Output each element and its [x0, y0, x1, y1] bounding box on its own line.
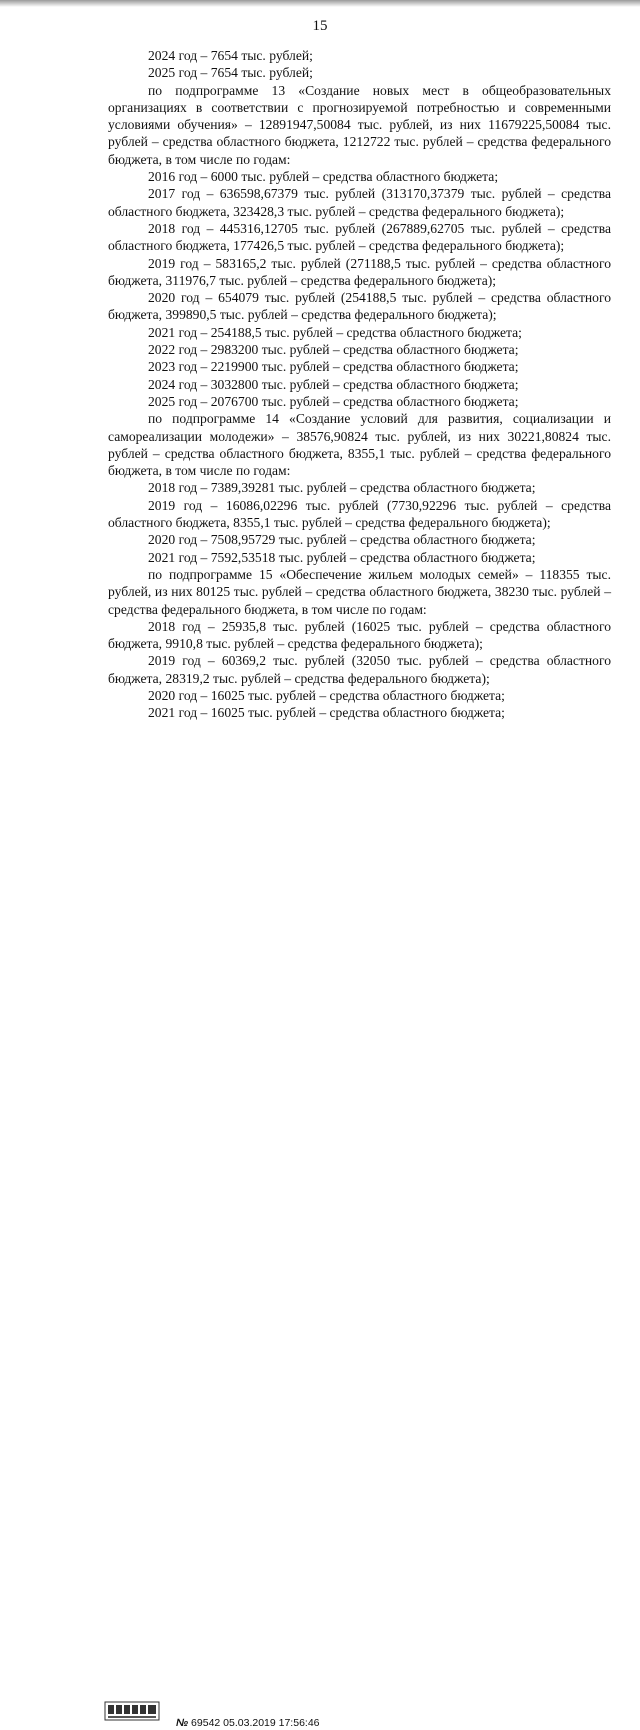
text-line: 2021 год – 7592,53518 тыс. рублей – средства областного бюджета;: [148, 549, 536, 565]
text-line: 2022 год – 2983200 тыс. рублей – средства областного бюджета;: [148, 342, 519, 358]
registration-number-date: 69542 05.03.2019 17:56:46: [191, 1717, 320, 1729]
text-line: 2025 год – 7654 тыс. рублей;: [148, 65, 313, 81]
text-paragraph: 2017 год – 636598,67379 тыс. рублей (313170,37379 тыс. рублей – средства областного бюджета, 323428,3 тыс. рублей – средства федерального бюджета);: [108, 186, 611, 219]
text-line: 2016 год – 6000 тыс. рублей – средства областного бюджета;: [148, 169, 499, 185]
text-paragraph: 2018 год – 25935,8 тыс. рублей (16025 тыс. рублей – средства областного бюджета, 9910,8 тыс. рублей – средства федерального бюджета);: [108, 618, 611, 652]
text-paragraph: по подпрограмме 15 «Обеспечение жильем молодых семей» – 118355 тыс. рублей, из них 80125 тыс. рублей – средства областного бюджета, 38230 тыс. рублей – средства федерального бюджета, в том числе по годам:: [108, 566, 611, 617]
text-paragraph: 2019 год – 583165,2 тыс. рублей (271188,5 тыс. рублей – средства областного бюджета, 311976,7 тыс. рублей – средства федерального бюджета);: [108, 255, 611, 288]
scan-edge-shadow: [0, 0, 640, 7]
document-registration-id: [176, 1717, 320, 1730]
text-line: 2023 год – 2219900 тыс. рублей – средства областного бюджета;: [148, 359, 519, 375]
text-paragraph: 2018 год – 445316,12705 тыс. рублей (267889,62705 тыс. рублей – средства областного бюджета, 177426,5 тыс. рублей – средства федерального бюджета);: [108, 220, 611, 254]
text-line: 2018 год – 7389,39281 тыс. рублей – средства областного бюджета;: [148, 480, 536, 496]
text-paragraph: по подпрограмме 13 «Создание новых мест в общеобразовательных организациях в соответствии с прогнозируемой потребностью и современными условиями обучения» – 12891947,50084 тыс. рублей, из них 11679225,50084 тыс. рублей – средства областного бюджета, 1212722 тыс. рублей – средства федерального бюджета, в том числе по годам:: [108, 82, 611, 167]
document-footer: [0, 850, 640, 1729]
text-line: 2020 год – 16025 тыс. рублей – средства областного бюджета;: [148, 687, 505, 703]
page-number: 15: [312, 18, 328, 34]
text-line: 2024 год – 3032800 тыс. рублей – средства областного бюджета;: [148, 376, 519, 392]
document-body: [108, 47, 611, 722]
text-paragraph: 2019 год – 60369,2 тыс. рублей (32050 тыс. рублей – средства областного бюджета, 28319,2 тыс. рублей – средства федерального бюджета);: [108, 653, 611, 686]
text-paragraph: 2019 год – 16086,02296 тыс. рублей (7730,92296 тыс. рублей – средства областного бюджета, 8355,1 тыс. рублей – средства федерального бюджета);: [108, 497, 611, 531]
text-line: 2021 год – 254188,5 тыс. рублей – средства областного бюджета;: [148, 324, 522, 340]
text-line: 2020 год – 7508,95729 тыс. рублей – средства областного бюджета;: [148, 532, 536, 548]
text-paragraph: по подпрограмме 14 «Создание условий для развития, социализации и самореализации молодежи» – 38576,90824 тыс. рублей, из них 30221,80824 тыс. рублей – средства областного бюджета, 8355,1 тыс. рублей – средства федерального бюджета, в том числе по годам:: [108, 411, 611, 479]
text-line: 2021 год – 16025 тыс. рублей – средства областного бюджета;: [148, 705, 505, 721]
number-sign: №: [176, 1717, 189, 1729]
text-line: 2024 год – 7654 тыс. рублей;: [148, 48, 313, 63]
text-line: 2025 год – 2076700 тыс. рублей – средства областного бюджета;: [148, 393, 519, 409]
registry-stamp-icon: [104, 1700, 160, 1722]
text-paragraph: 2020 год – 654079 тыс. рублей (254188,5 тыс. рублей – средства областного бюджета, 399890,5 тыс. рублей – средства федерального бюджета);: [108, 290, 611, 323]
